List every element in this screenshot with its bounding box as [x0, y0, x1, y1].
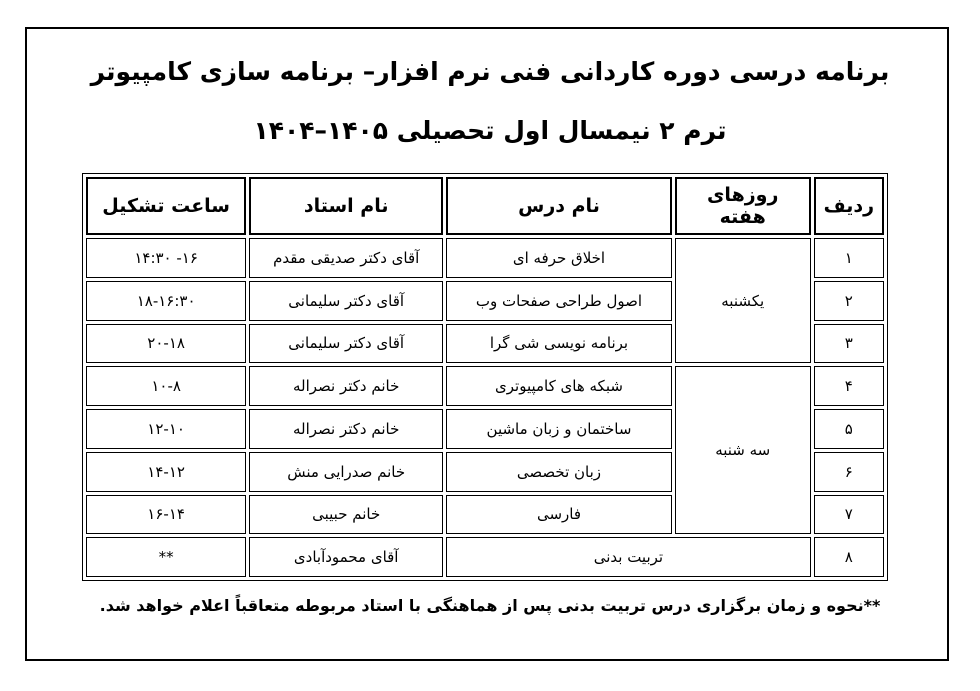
table-row	[86, 238, 884, 278]
row-number: ۵	[814, 409, 884, 449]
schedule-table	[82, 173, 888, 581]
teacher-cell: آقای دکتر سلیمانی	[249, 324, 443, 364]
teacher-cell: آقای محمودآبادی	[249, 537, 443, 577]
weekday-cell-tuesday: سه شنبه	[675, 366, 811, 534]
course-cell: زبان تخصصی	[446, 452, 672, 492]
course-cell: ساختمان و زبان ماشین	[446, 409, 672, 449]
time-cell: ۱۶- ۱۴:۳۰	[86, 238, 246, 278]
row-number: ۳	[814, 324, 884, 364]
row-number: ۶	[814, 452, 884, 492]
weekday-cell-sunday: یکشنبه	[675, 238, 811, 363]
course-cell: فارسی	[446, 495, 672, 535]
teacher-cell: خانم حبیبی	[249, 495, 443, 535]
course-cell: تربیت بدنی	[446, 537, 811, 577]
time-cell: **	[86, 537, 246, 577]
time-cell: ۱۴-۱۲	[86, 452, 246, 492]
table-row	[86, 537, 884, 577]
teacher-cell: خانم دکتر نصراله	[249, 409, 443, 449]
header-teacher: نام استاد	[249, 177, 443, 235]
time-cell: ۱۰-۸	[86, 366, 246, 406]
teacher-cell: آقای دکتر صدیقی مقدم	[249, 238, 443, 278]
time-cell: ۱۸-۱۶:۳۰	[86, 281, 246, 321]
header-time: ساعت تشکیل	[86, 177, 246, 235]
course-cell: اخلاق حرفه ای	[446, 238, 672, 278]
row-number: ۲	[814, 281, 884, 321]
table-row	[86, 366, 884, 406]
teacher-cell: خانم دکتر نصراله	[249, 366, 443, 406]
teacher-cell: خانم صدرایی منش	[249, 452, 443, 492]
footnote: **نحوه و زمان برگزاری درس تربیت بدنی پس از هماهنگی با استاد مربوطه متعاقباً اعلام خواهد شد.	[99, 596, 881, 615]
course-cell: اصول طراحی صفحات وب	[446, 281, 672, 321]
document-title: برنامه درسی دوره کاردانی فنی نرم افزار– برنامه سازی کامپیوتر	[90, 57, 890, 86]
time-cell: ۲۰-۱۸	[86, 324, 246, 364]
table-header-row	[86, 177, 884, 235]
header-course: نام درس	[446, 177, 672, 235]
row-number: ۸	[814, 537, 884, 577]
document-subtitle: ترم ۲ نیمسال اول تحصیلی ۱۴۰۵–۱۴۰۴	[253, 116, 727, 145]
course-cell: شبکه های کامپیوتری	[446, 366, 672, 406]
header-row-number: ردیف	[814, 177, 884, 235]
row-number: ۴	[814, 366, 884, 406]
time-cell: ۱۶-۱۴	[86, 495, 246, 535]
row-number: ۷	[814, 495, 884, 535]
teacher-cell: آقای دکتر سلیمانی	[249, 281, 443, 321]
header-weekday: روزهای هفته	[675, 177, 811, 235]
time-cell: ۱۲-۱۰	[86, 409, 246, 449]
row-number: ۱	[814, 238, 884, 278]
course-cell: برنامه نویسی شی گرا	[446, 324, 672, 364]
